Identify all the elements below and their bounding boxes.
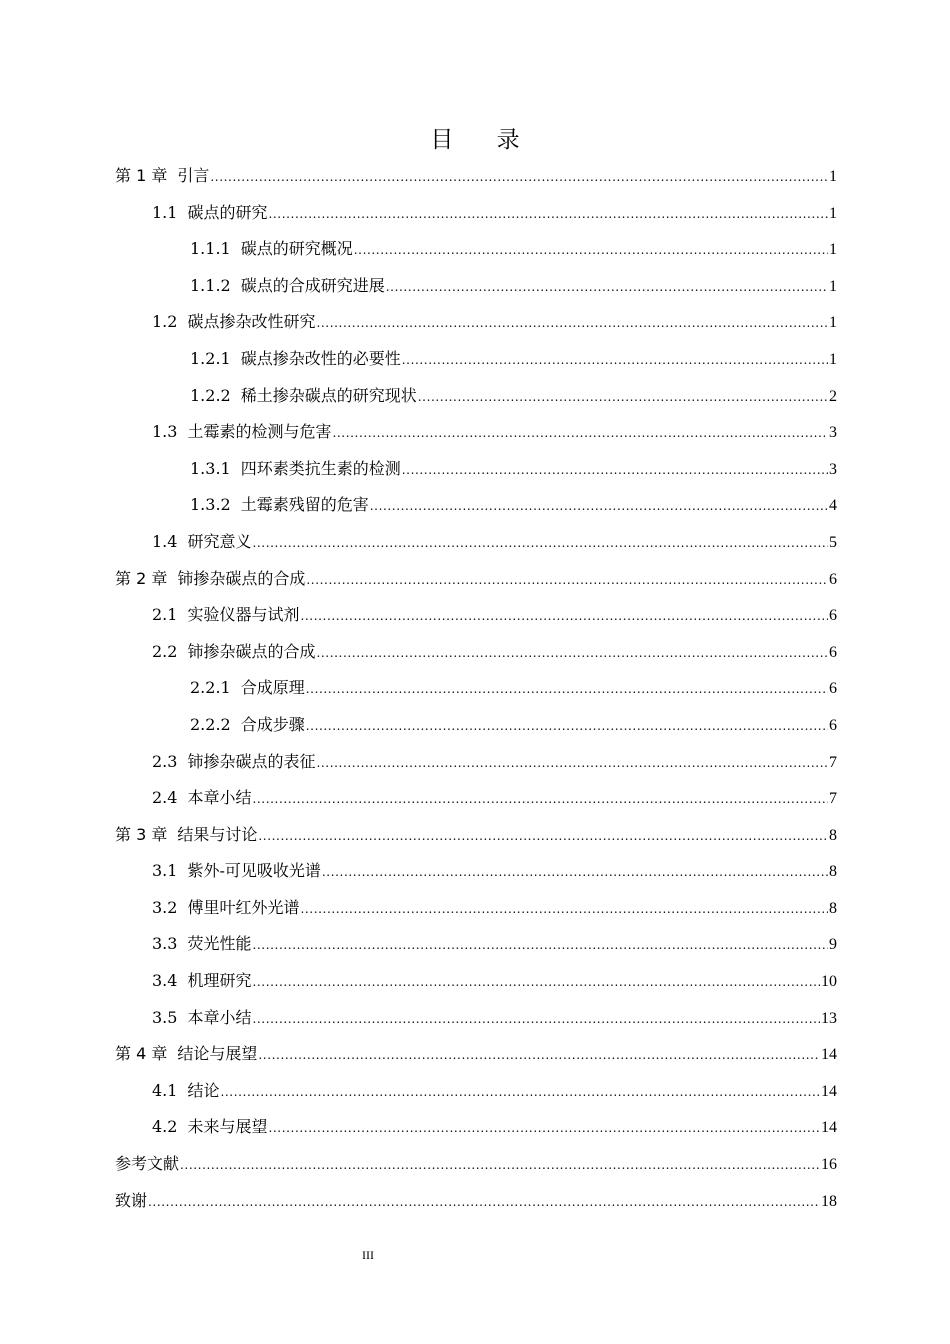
toc-entry-number: 1.1.2 bbox=[190, 275, 231, 295]
toc-entry-number: 1.4 bbox=[152, 531, 178, 551]
toc-entry-page: 1 bbox=[829, 277, 837, 295]
toc-entry-label: 碳点掺杂改性的必要性 bbox=[240, 348, 401, 368]
toc-entry-page: 14 bbox=[821, 1046, 837, 1064]
page-number: III bbox=[362, 1248, 374, 1262]
toc-dot-leader bbox=[386, 268, 828, 306]
toc-entry[interactable] bbox=[115, 744, 837, 781]
toc-title: 目 录 bbox=[430, 127, 538, 153]
toc-entry[interactable] bbox=[115, 195, 837, 232]
toc-entry-page: 1 bbox=[829, 314, 837, 332]
toc-entry-page: 8 bbox=[829, 899, 837, 917]
toc-entry-number: 4.1 bbox=[152, 1080, 178, 1100]
toc-entry[interactable] bbox=[115, 158, 837, 195]
toc-entry[interactable] bbox=[115, 817, 837, 854]
toc-entry-label: 结论与展望 bbox=[177, 1044, 258, 1064]
toc-dot-leader bbox=[322, 853, 828, 891]
toc-entry[interactable] bbox=[115, 524, 837, 561]
toc-entry-page: 14 bbox=[821, 1119, 837, 1137]
toc-dot-leader bbox=[332, 414, 828, 452]
toc-entry-number: 2.4 bbox=[152, 788, 178, 808]
toc-entry-label: 铈掺杂碳点的表征 bbox=[187, 751, 316, 771]
toc-entry[interactable] bbox=[115, 853, 837, 890]
toc-entry-label: 碳点的研究概况 bbox=[240, 239, 353, 259]
toc-entry-label: 碳点的合成研究进展 bbox=[240, 275, 385, 295]
toc-dot-leader bbox=[148, 1183, 820, 1221]
toc-entry[interactable] bbox=[115, 780, 837, 817]
toc-entry-page: 1 bbox=[829, 350, 837, 368]
toc-entry[interactable] bbox=[115, 1146, 837, 1183]
toc-dot-leader bbox=[268, 1109, 820, 1147]
toc-entry[interactable] bbox=[115, 1036, 837, 1073]
toc-dot-leader bbox=[252, 1000, 820, 1038]
toc-entry-number: 1.3.2 bbox=[190, 495, 231, 515]
toc-entry-number: 1.2.2 bbox=[190, 385, 231, 405]
toc-dot-leader bbox=[402, 451, 828, 489]
toc-entry-label: 引言 bbox=[177, 166, 210, 185]
toc-entry-label: 未来与展望 bbox=[187, 1117, 268, 1137]
toc-entry-label: 结果与讨论 bbox=[177, 824, 258, 844]
toc-entry[interactable] bbox=[115, 634, 837, 671]
toc-entry[interactable] bbox=[115, 670, 837, 707]
toc-dot-leader bbox=[220, 1073, 820, 1111]
toc-dot-leader bbox=[316, 634, 828, 672]
toc-entry-number: 4.2 bbox=[152, 1117, 178, 1137]
toc-entry[interactable] bbox=[115, 1073, 837, 1110]
toc-entry-page: 1 bbox=[829, 241, 837, 259]
toc-dot-leader bbox=[258, 817, 828, 855]
toc-entry-label: 荧光性能 bbox=[187, 934, 252, 954]
toc-entry[interactable] bbox=[115, 378, 837, 415]
toc-entry-page: 1 bbox=[829, 168, 837, 185]
toc-entry-page: 5 bbox=[829, 533, 837, 551]
toc-entry-number: 1.3 bbox=[152, 422, 178, 442]
toc-dot-leader bbox=[180, 1146, 820, 1184]
toc-entry-label: 致谢 bbox=[115, 1190, 148, 1210]
toc-entry-number: 2.2.1 bbox=[190, 678, 231, 698]
toc-entry-number: 第 3 章 bbox=[115, 824, 168, 844]
toc-entry-label: 实验仪器与试剂 bbox=[187, 605, 300, 625]
toc-dot-leader bbox=[306, 561, 828, 599]
toc-dot-leader bbox=[300, 890, 828, 928]
toc-entry-number: 2.2 bbox=[152, 641, 178, 661]
toc-entry-label: 结论 bbox=[187, 1080, 220, 1100]
toc-entry-label: 碳点掺杂改性研究 bbox=[187, 312, 316, 332]
toc-entry[interactable] bbox=[115, 1000, 837, 1037]
toc-entry-label: 本章小结 bbox=[187, 1007, 252, 1027]
toc-entry[interactable] bbox=[115, 451, 837, 488]
toc-entry-page: 3 bbox=[829, 460, 837, 478]
toc-entry-number: 3.2 bbox=[152, 897, 178, 917]
toc-entry[interactable] bbox=[115, 561, 837, 598]
toc-dot-leader bbox=[252, 780, 828, 818]
toc-entry-page: 6 bbox=[829, 643, 837, 661]
toc-entry-number: 第 2 章 bbox=[115, 568, 168, 588]
toc-entry-page: 8 bbox=[829, 863, 837, 881]
toc-entry-page: 3 bbox=[829, 424, 837, 442]
toc-entry-label: 四环素类抗生素的检测 bbox=[240, 458, 401, 478]
toc-entry-page: 6 bbox=[829, 570, 837, 588]
toc-entry-number: 1.1.1 bbox=[190, 239, 231, 259]
toc-entry[interactable] bbox=[115, 341, 837, 378]
toc-entry-label: 紫外-可见吸收光谱 bbox=[187, 861, 321, 881]
toc-entry-number: 2.3 bbox=[152, 751, 178, 771]
toc-entry-number: 1.2.1 bbox=[190, 348, 231, 368]
toc-entry-label: 研究意义 bbox=[187, 531, 252, 551]
toc-entry-page: 16 bbox=[821, 1156, 837, 1174]
toc-entry-page: 7 bbox=[829, 790, 837, 808]
toc-entry[interactable] bbox=[115, 707, 837, 744]
toc-entry-label: 本章小结 bbox=[187, 788, 252, 808]
toc-dot-leader bbox=[306, 707, 828, 745]
toc-entry-page: 6 bbox=[829, 607, 837, 625]
toc-entry-number: 1.1 bbox=[152, 202, 178, 222]
toc-entry-page: 6 bbox=[829, 716, 837, 734]
toc-dot-leader bbox=[306, 670, 828, 708]
toc-entry[interactable] bbox=[115, 926, 837, 963]
toc-entry[interactable] bbox=[115, 231, 837, 268]
toc-entry-number: 3.3 bbox=[152, 934, 178, 954]
toc-entry-page: 9 bbox=[829, 936, 837, 954]
toc-entry-number: 1.2 bbox=[152, 312, 178, 332]
toc-entry-label: 机理研究 bbox=[187, 971, 252, 991]
toc-entry-page: 14 bbox=[821, 1082, 837, 1100]
toc-dot-leader bbox=[316, 304, 828, 342]
toc-entry-label: 合成步骤 bbox=[240, 714, 305, 734]
toc-entry-page: 18 bbox=[821, 1192, 837, 1210]
toc-dot-leader bbox=[210, 158, 828, 196]
toc-entry-page: 10 bbox=[821, 973, 837, 991]
toc-entry-label: 碳点的研究 bbox=[187, 202, 268, 222]
toc-entry[interactable] bbox=[115, 963, 837, 1000]
toc-entry-page: 2 bbox=[829, 387, 837, 405]
toc-dot-leader bbox=[370, 487, 828, 525]
toc-dot-leader bbox=[252, 963, 820, 1001]
toc-entry[interactable] bbox=[115, 304, 837, 341]
toc-entry[interactable] bbox=[115, 597, 837, 634]
toc-entry-page: 8 bbox=[829, 826, 837, 844]
toc-dot-leader bbox=[354, 231, 828, 269]
table-of-contents bbox=[115, 158, 837, 1219]
toc-entry-page: 13 bbox=[821, 1009, 837, 1027]
toc-entry[interactable] bbox=[115, 268, 837, 305]
toc-entry-page: 7 bbox=[829, 753, 837, 771]
toc-dot-leader bbox=[316, 744, 828, 782]
toc-entry[interactable] bbox=[115, 1183, 837, 1220]
toc-entry-number: 第 1 章 bbox=[115, 166, 168, 185]
toc-entry-number: 第 4 章 bbox=[115, 1044, 168, 1064]
toc-entry-page: 4 bbox=[829, 497, 837, 515]
toc-entry[interactable] bbox=[115, 487, 837, 524]
toc-entry-label: 参考文献 bbox=[115, 1154, 180, 1174]
toc-entry[interactable] bbox=[115, 414, 837, 451]
toc-entry-number: 2.1 bbox=[152, 605, 178, 625]
toc-dot-leader bbox=[300, 597, 828, 635]
toc-entry-label: 稀土掺杂碳点的研究现状 bbox=[240, 385, 417, 405]
toc-entry-label: 傅里叶红外光谱 bbox=[187, 897, 300, 917]
toc-dot-leader bbox=[252, 926, 828, 964]
toc-entry-number: 3.5 bbox=[152, 1007, 178, 1027]
toc-entry[interactable] bbox=[115, 890, 837, 927]
toc-entry-label: 铈掺杂碳点的合成 bbox=[177, 568, 306, 588]
toc-entry-label: 土霉素的检测与危害 bbox=[187, 422, 332, 442]
toc-entry-label: 铈掺杂碳点的合成 bbox=[187, 641, 316, 661]
toc-dot-leader bbox=[268, 195, 828, 233]
toc-entry-page: 6 bbox=[829, 680, 837, 698]
toc-entry[interactable] bbox=[115, 1109, 837, 1146]
toc-entry-number: 1.3.1 bbox=[190, 458, 231, 478]
toc-entry-label: 合成原理 bbox=[240, 678, 305, 698]
toc-entry-number: 2.2.2 bbox=[190, 714, 231, 734]
toc-dot-leader bbox=[418, 378, 828, 416]
toc-entry-page: 1 bbox=[829, 204, 837, 222]
toc-entry-number: 3.4 bbox=[152, 971, 178, 991]
toc-dot-leader bbox=[252, 524, 828, 562]
toc-dot-leader bbox=[258, 1036, 820, 1074]
toc-entry-label: 土霉素残留的危害 bbox=[240, 495, 369, 515]
toc-entry-number: 3.1 bbox=[152, 861, 178, 881]
toc-dot-leader bbox=[402, 341, 828, 379]
